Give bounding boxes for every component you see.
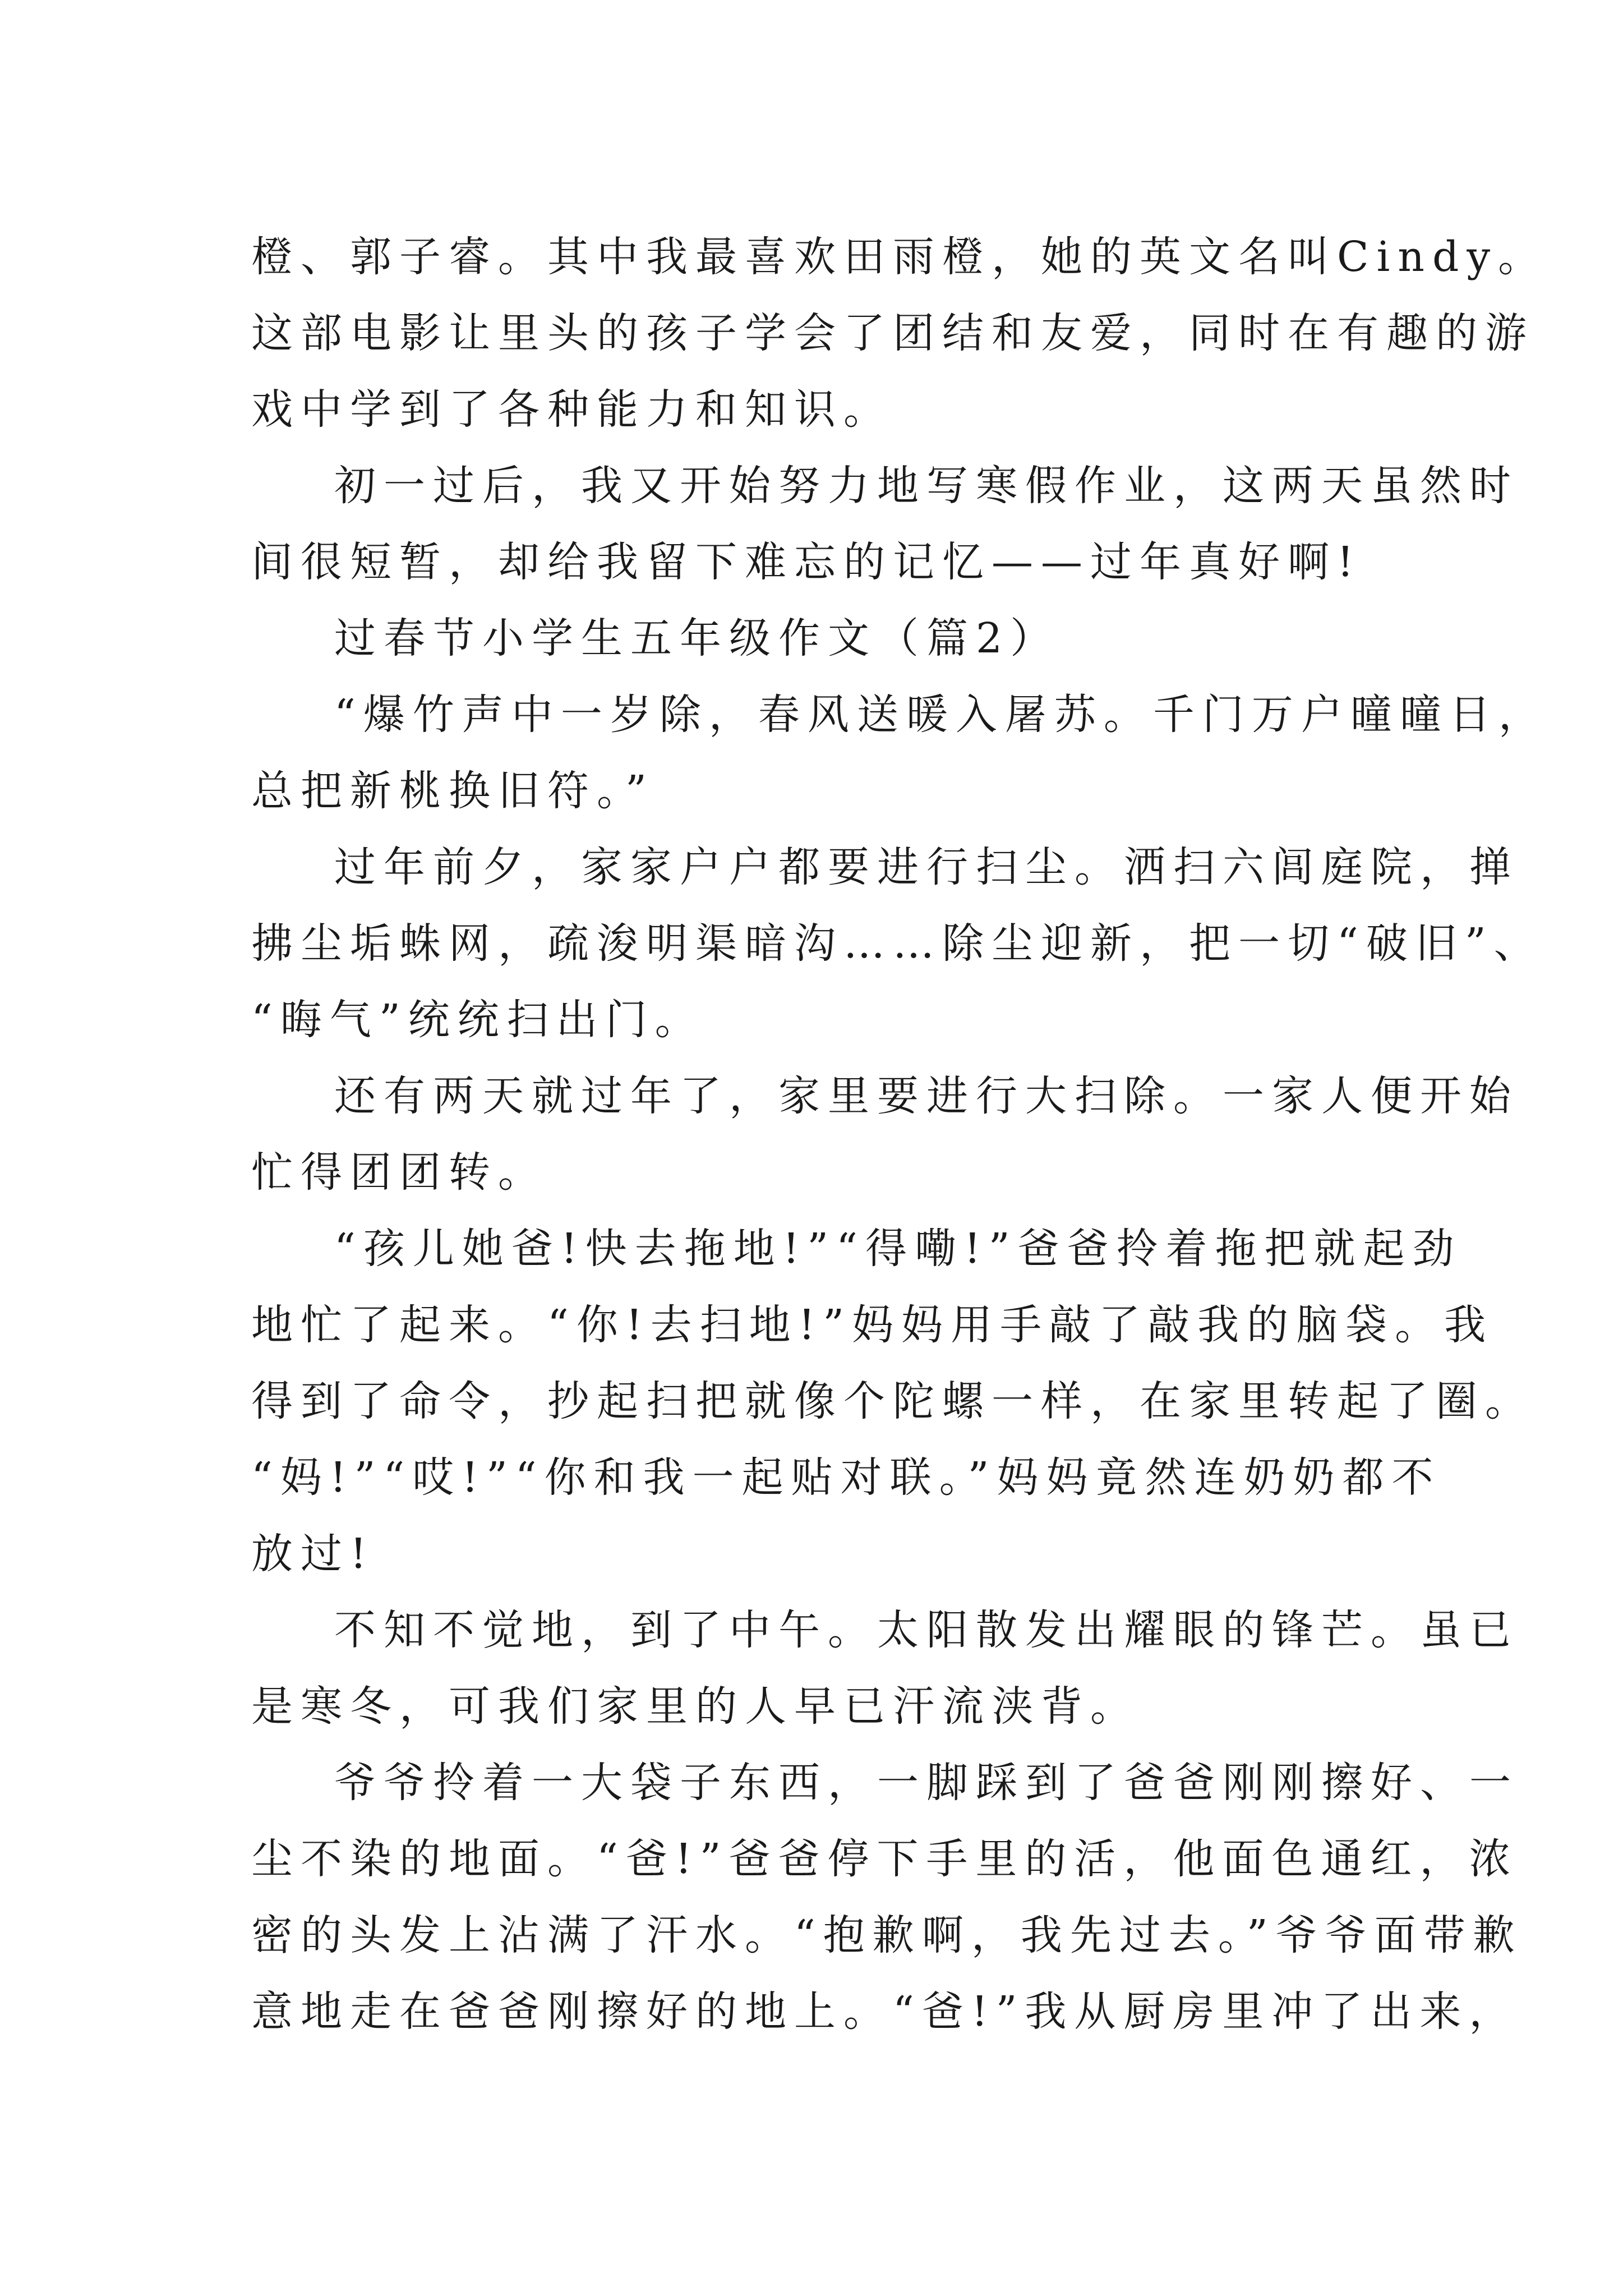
text-line: “孩儿她爸!快去拖地!”“得嘞!”爸爸拎着拖把就起劲: [334, 1225, 1462, 1273]
text-line: 密的头发上沾满了汗水。“抱歉啊，我先过去。”爷爷面带歉: [251, 1911, 1523, 1959]
text-line: 拂尘垢蛛网，疏浚明渠暗沟……除尘迎新，把一切“破旧”、: [251, 919, 1543, 968]
text-line: 放过!: [251, 1530, 375, 1578]
text-line: 忙得团团转。: [251, 1148, 547, 1197]
text-line: 还有两天就过年了，家里要进行大扫除。一家人便开始: [334, 1072, 1519, 1120]
text-line: 尘不染的地面。“爸!”爸爸停下手里的活，他面色通红，浓: [251, 1835, 1519, 1883]
text-line: 爷爷拎着一大袋子东西，一脚踩到了爸爸刚刚擦好、一: [334, 1759, 1519, 1807]
text-line: 间很短暂，却给我留下难忘的记忆——过年真好啊!: [251, 538, 1362, 586]
text-line: “爆竹声中一岁除，春风送暖入屠苏。千门万户曈曈日，: [334, 691, 1548, 739]
section-heading: 过春节小学生五年级作文（篇2）: [334, 614, 1060, 662]
text-line: 过年前夕，家家户户都要进行扫尘。洒扫六闾庭院，掸: [334, 843, 1519, 891]
text-line: 得到了命令，抄起扫把就像个陀螺一样，在家里转起了圈。: [251, 1377, 1534, 1425]
text-line: 不知不觉地，到了中午。太阳散发出耀眼的锋芒。虽已: [334, 1606, 1519, 1654]
essay-body: [251, 219, 1548, 2050]
text-line: 橙、郭子睿。其中我最喜欢田雨橙，她的英文名叫Cindy。: [251, 233, 1548, 281]
text-line: 这部电影让里头的孩子学会了团结和友爱，同时在有趣的游: [251, 309, 1534, 357]
text-line: 是寒冬，可我们家里的人早已汗流浃背。: [251, 1682, 1140, 1731]
text-line: 总把新桃换旧符。”: [251, 767, 654, 815]
text-line: 意地走在爸爸刚擦好的地上。“爸!”我从厨房里冲了出来，: [251, 1987, 1519, 2036]
text-line: 戏中学到了各种能力和知识。: [251, 385, 893, 434]
text-line: 地忙了起来。“你!去扫地!”妈妈用手敲了敲我的脑袋。我: [251, 1301, 1494, 1349]
text-line: “妈!”“哎!”“你和我一起贴对联。”妈妈竟然连奶奶都不: [251, 1453, 1441, 1502]
text-line: “晦气”统统扫出门。: [251, 996, 704, 1044]
text-line: 初一过后，我又开始努力地写寒假作业，这两天虽然时: [334, 462, 1519, 510]
